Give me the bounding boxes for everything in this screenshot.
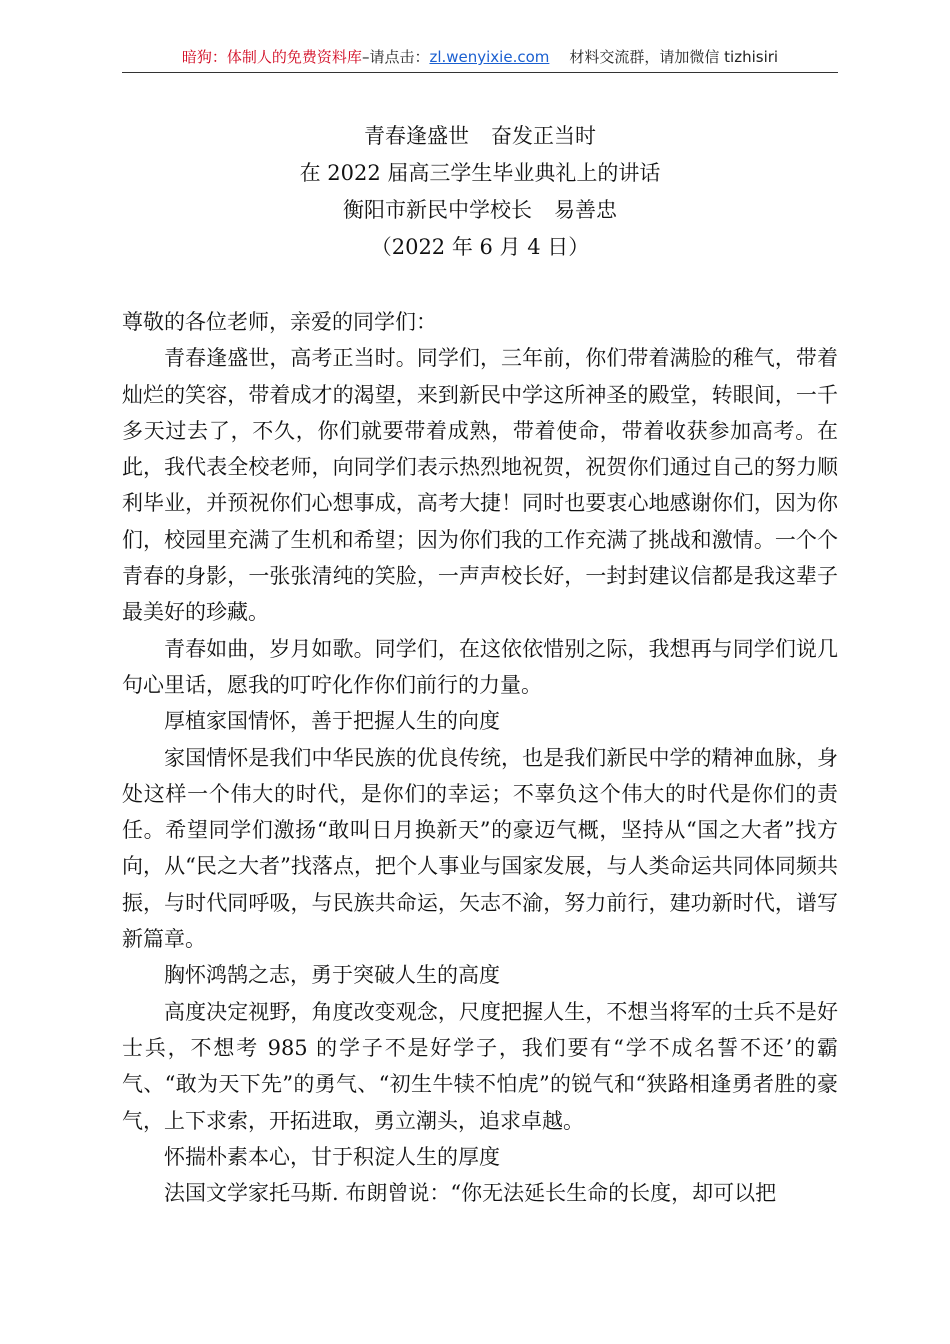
paragraph: 家国情怀是我们中华民族的优良传统，也是我们新民中学的精神血脉，身处这样一个伟大的时代，是你们的幸运；不辜负这个伟大的时代是你们的责任。希望同学们激扬“敢叫日月换新天”的豪迈气概，坚持从“国之大者”找方向，从“民之大者”找落点，把个人事业与国家发展，与人类命运共同体同频共振，与时代同呼吸，与民族共命运，矢志不渝，努力前行，建功新时代，谱写新篇章。: [122, 745, 838, 952]
paragraph: 青春逢盛世，高考正当时。同学们，三年前，你们带着满脸的稚气，带着灿烂的笑容，带着成才的渴望，来到新民中学这所神圣的殿堂，转眼间，一千多天过去了，不久，你们就要带着成熟，带着使命，带着收获参加高考。在此，我代表全校老师，向同学们表示热烈地祝贺，祝贺你们通过自己的努力顺利毕业，并预祝你们心想事成，高考大捷！同时也要衷心地感谢你们，因为你们，校园里充满了生机和希望；因为你们我的工作充满了挑战和激情。一个个青春的身影，一张张清纯的笑脸，一声声校长好，一封封建议信都是我这辈子最美好的珍藏。: [122, 346, 838, 625]
speech-main-title: [122, 118, 838, 155]
section-heading: 胸怀鸿鹄之志，勇于突破人生的高度: [164, 963, 500, 988]
salutation: 尊敬的各位老师，亲爱的同学们：: [122, 310, 437, 334]
paragraph: 高度决定视野，角度改变观念，尺度把握人生，不想当将军的士兵不是好士兵，不想考 985 的学子不是好学子，我们要有“学不成名誓不还’的霸气、“敢为天下先”的勇气、“初生牛犊不怕虎”的锐气和“狭路相逢勇者胜的豪气，上下求索，开拓进取，勇立潮头，追求卓越。: [122, 999, 838, 1133]
page-header: [122, 46, 838, 73]
speech-subtitle: 在 2022 届高三学生毕业典礼上的讲话: [299, 161, 661, 185]
title-part-1: 青春逢盛世: [364, 124, 469, 148]
section-heading: 厚植家国情怀，善于把握人生的向度: [164, 709, 500, 734]
title-part-2: 奋发正当时: [491, 124, 596, 148]
speech-body: [122, 304, 838, 1211]
section-heading: 怀揣朴素本心，甘于积淀人生的厚度: [164, 1144, 500, 1169]
paragraph: 法国文学家托马斯. 布朗曾说：“你无法延长生命的长度，却可以把: [164, 1181, 777, 1206]
speech-title-block: [122, 118, 838, 266]
speaker-line: [122, 192, 838, 229]
header-site-link[interactable]: zl.wenyixie.com: [429, 48, 550, 66]
speaker-name: 易善忠: [554, 198, 617, 222]
speech-date: （2022 年 6 月 4 日）: [370, 235, 590, 259]
header-site-name: 暗狗：体制人的免费资料库: [181, 48, 362, 66]
paragraph: 青春如曲，岁月如歌。同学们，在这依依惜别之际，我想再与同学们说几句心里话，愿我的叮咛化作你们前行的力量。: [122, 636, 838, 697]
header-click-prompt: –请点击：: [361, 48, 430, 66]
header-group-info: 材料交流群，请加微信 tizhisiri: [569, 48, 779, 66]
speaker-org: 衡阳市新民中学校长: [343, 198, 532, 222]
